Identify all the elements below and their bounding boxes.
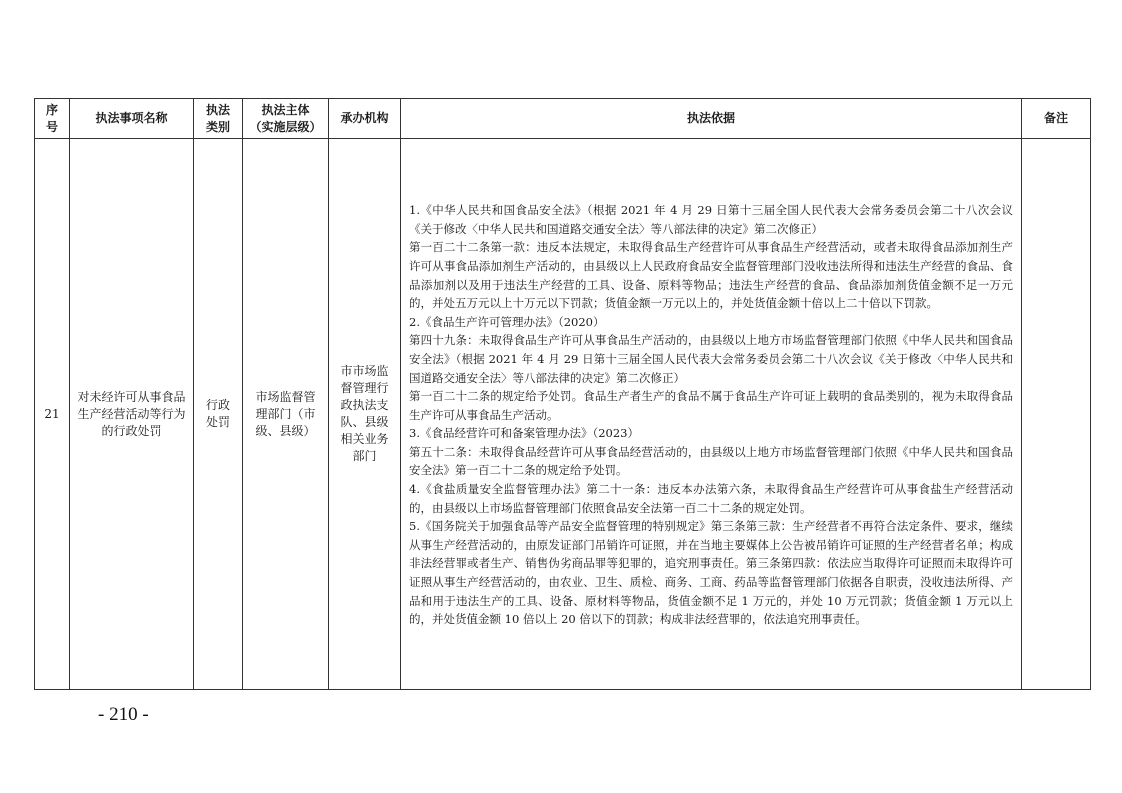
basis-paragraph: 4.《食盐质量安全监督管理办法》第二十一条：违反本办法第六条，未取得食品生产经营许可从事食盐生产经营活动的，由县级以上市场监督管理部门依照食品安全法第一百二十二条的规定处罚。 [409, 482, 1013, 515]
category-text: 行政处罚 [205, 398, 230, 429]
cell-remarks [1022, 139, 1091, 690]
subject-text: 市场监督管理部门（市级、县级） [255, 389, 316, 438]
basis-paragraph: 第五十二条：未取得食品经营许可从事食品经营活动的，由县级以上地方市场监督管理部门依照《中华人民共和国食品安全法》第一百二十二条的规定给予处罚。 [409, 444, 1013, 478]
enforcement-table [34, 98, 1091, 690]
header-seq: 序 号 [35, 99, 70, 139]
basis-paragraph: 第一百二十二条的规定给予处罚。食品生产者生产的食品不属于食品生产许可证上载明的食品类别的，视为未取得食品生产许可从事食品生产活动。 [409, 389, 1013, 422]
item-name-text: 对未经许可从事食品生产经营活动等行为的行政处罚 [77, 389, 186, 438]
cell-item-name [70, 139, 194, 690]
basis-paragraph: 3.《食品经营许可和备案管理办法》（2023） [409, 426, 639, 441]
agency-text: 市市场监督管理行政执法支队、县级相关业务部门 [340, 364, 389, 463]
header-row [35, 99, 1091, 139]
header-basis: 执法依据 [401, 99, 1022, 139]
header-category: 执法 类别 [194, 99, 243, 139]
basis-paragraph: 5.《国务院关于加强食品等产品安全监督管理的特别规定》第三条第三款：生产经营者不再符合法定条件、要求，继续从事生产经营活动的，由原发证部门吊销许可证照，并在当地主要媒体上公告被吊销许可证照的生产经营者名单；构成非法经营罪或者生产、销售伪劣商品罪等犯罪的，追究刑事责任。第三条第四款：依法应当取得许可证照而未取得许可证照从事生产经营活动的，由农业、卫生、质检、商务、工商、药品等监督管理部门依据各自职责，没收违法所得、产品和用于违法生产的工具、设备、原材料等物品，货值金额不足 1 万元的，并处 10 万元罚款；货值金额 1 万元以上的，并处货值金额 10 倍以上 20 倍以下的罚款；构成非法经营罪的，依法追究刑事责任。 [409, 519, 1013, 627]
header-item-name: 执法事项名称 [70, 99, 194, 139]
header-subject: 执法主体 （实施层级） [243, 99, 329, 139]
cell-agency [329, 139, 401, 690]
header-remarks: 备注 [1022, 99, 1091, 139]
basis-paragraph: 第四十九条：未取得食品生产许可从事食品生产活动的，由县级以上地方市场监督管理部门依照《中华人民共和国食品安全法》（根据 2021 年 4 月 29 日第十三届全国人民代表大会常务委员会第二十八次会议《关于修改〈中华人民共和国道路交通安全法〉等八部法律的决定》第二次修正） [409, 333, 1013, 385]
cell-seq: 21 [35, 139, 70, 690]
cell-subject [243, 139, 329, 690]
cell-category [194, 139, 243, 690]
page-number: - 210 - [98, 704, 149, 725]
table-row [35, 139, 1091, 690]
header-agency: 承办机构 [329, 99, 401, 139]
basis-paragraph: 1.《中华人民共和国食品安全法》（根据 2021 年 4 月 29 日第十三届全国人民代表大会常务委员会第二十八次会议《关于修改〈中华人民共和国道路交通安全法〉等八部法律的决定》第二次修正） [409, 203, 1013, 236]
basis-paragraph: 第一百二十二条第一款：违反本法规定，未取得食品生产经营许可从事食品生产经营活动，或者未取得食品添加剂生产许可从事食品添加剂生产活动的，由县级以上人民政府食品安全监督管理部门没收违法所得和违法生产经营的食品、食品添加剂以及用于违法生产经营的工具、设备、原料等物品；违法生产经营的食品、食品添加剂货值金额不足一万元的，并处五万元以上十万元以下罚款；货值金额一万元以上的，并处货值金额十倍以上二十倍以下罚款。 [409, 240, 1013, 311]
cell-basis [401, 139, 1022, 690]
basis-paragraph: 2.《食品生产许可管理办法》（2020） [409, 314, 605, 329]
